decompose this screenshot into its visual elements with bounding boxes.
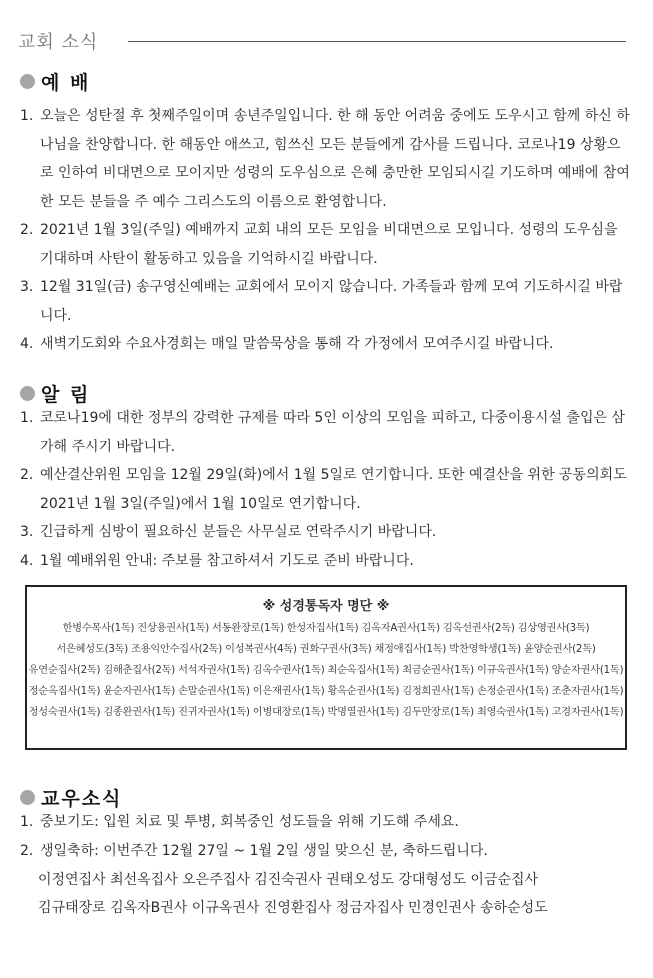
item-text: 새벽기도회와 수요사경회는 매일 말씀묵상을 통해 각 가정에서 모여주시길 바랍니다. <box>40 336 554 352</box>
item-number: 1. <box>20 108 34 124</box>
page-title: 교회 소식 <box>18 32 99 53</box>
list-item <box>20 547 630 576</box>
members-list <box>20 808 630 865</box>
header <box>18 28 628 52</box>
bible-readers-row: 서은혜성도(3독) 조용익안수집사(2독) 이성복권사(4독) 권화구권사(3독) 채정애집사(1독) 박찬영학생(1독) 윤양순권사(2독) <box>56 644 596 655</box>
worship-title: 예 배 <box>41 72 91 94</box>
item-number: 2. <box>20 467 34 483</box>
item-number: 1. <box>20 410 34 426</box>
bible-readers-row: 정순옥집사(1독) 윤순자권사(1독) 손말순권사(1독) 이은재권사(1독) 황옥순권사(1독) 김정희권사(1독) 손정순권사(1독) 조춘자권사(1독) <box>28 686 624 697</box>
birthday-names-line: 이정연집사 최선옥집사 오은주집사 김진숙권사 권태오성도 강대형성도 이금순집사 <box>38 872 539 888</box>
bible-readers-row: 한병수목사(1독) 진상용권사(1독) 서동완장로(1독) 한성자집사(1독) 김옥자A권사(1독) 김옥선권사(2독) 김상영권사(3독) <box>62 623 590 634</box>
members-title: 교우소식 <box>41 788 123 810</box>
item-number: 4. <box>20 552 34 569</box>
notice-title: 알 림 <box>41 384 91 406</box>
list-item <box>20 216 630 273</box>
list-item <box>20 518 630 547</box>
bible-readers-row: 정성숙권사(1독) 김종완권사(1독) 진귀자권사(1독) 이병대장로(1독) 박명열권사(1독) 김두만장로(1독) 최영숙권사(1독) 고경자권사(1독) <box>28 707 624 718</box>
item-text: 예산결산위원 모임을 12월 29일(화)에서 1월 5일로 연기합니다. 또한 예결산을 위한 공동의회도 2021년 1월 3일(주일)에서 1월 10일로 연기합니다. <box>40 467 627 512</box>
circle-bullet-icon <box>20 74 35 89</box>
notice-list <box>20 404 630 575</box>
circle-bullet-icon <box>20 790 35 805</box>
item-text: 12월 31일(금) 송구영신예배는 교회에서 모이지 않습니다. 가족들과 함께 모여 기도하시길 바랍니다. <box>40 279 623 324</box>
item-text: 중보기도: 입원 치료 및 투병, 회복중인 성도들을 위해 기도해 주세요. <box>40 814 459 830</box>
circle-bullet-icon <box>20 386 35 401</box>
item-text: 생일축하: 이번주간 12월 27일 ~ 1월 2일 생일 맞으신 분, 축하드립니다. <box>40 842 488 859</box>
item-number: 2. <box>20 222 34 238</box>
notice-section-header <box>20 380 90 407</box>
birthday-names-line: 김규태장로 김옥자B권사 이규옥권사 진영환집사 정금자집사 민경인권사 송하순성도 <box>38 900 548 916</box>
birthday-names <box>38 866 618 922</box>
worship-section-header <box>20 68 90 95</box>
bible-readers-row: 유연순집사(2독) 김해춘집사(2독) 서석자권사(1독) 김옥수권사(1독) 최순옥집사(1독) 최금순권사(1독) 이규옥권사(1독) 양순자권사(1독) <box>28 665 624 676</box>
list-item <box>20 461 630 518</box>
item-number: 3. <box>20 279 34 295</box>
item-text: 1월 예배위원 안내: 주보를 참고하셔서 기도로 준비 바랍니다. <box>40 552 414 569</box>
members-section-header <box>20 784 122 811</box>
list-item <box>20 404 630 461</box>
item-number: 4. <box>20 336 34 352</box>
list-item <box>20 330 630 359</box>
bible-readers-title: ※ 성경통독자 명단 ※ <box>262 599 390 614</box>
list-item <box>20 273 630 330</box>
list-item <box>20 808 630 837</box>
item-text: 오늘은 성탄절 후 첫째주일이며 송년주일입니다. 한 해 동안 어려움 중에도 도우시고 함께 하신 하나님을 찬양합니다. 한 해동안 애쓰고, 힘쓰신 모든 분들에게 감사를 드립니다. 코로나19 상황으로 인하여 비대면으로 모이지만 성령의 도우심으로 은혜 충만한 모임되시길 기도하며 예배에 참여한 모든 분들을 주 예수 그리스도의 이름으로 환영합니다. <box>40 108 630 210</box>
list-item <box>20 837 630 866</box>
header-divider <box>128 41 626 42</box>
item-text: 긴급하게 심방이 필요하신 분들은 사무실로 연락주시기 바랍니다. <box>40 524 437 540</box>
item-text: 코로나19에 대한 정부의 강력한 규제를 따라 5인 이상의 모임을 피하고, 다중이용시설 출입은 삼가해 주시기 바랍니다. <box>40 410 625 455</box>
bible-readers-box <box>25 585 627 750</box>
item-number: 2. <box>20 842 34 859</box>
worship-list <box>20 102 630 359</box>
item-number: 3. <box>20 524 34 540</box>
item-number: 1. <box>20 814 34 830</box>
list-item <box>20 102 630 216</box>
item-text: 2021년 1월 3일(주일) 예배까지 교회 내의 모든 모임을 비대면으로 모입니다. 성령의 도우심을 기대하며 사탄이 활동하고 있음을 기억하시길 바랍니다. <box>40 222 618 267</box>
